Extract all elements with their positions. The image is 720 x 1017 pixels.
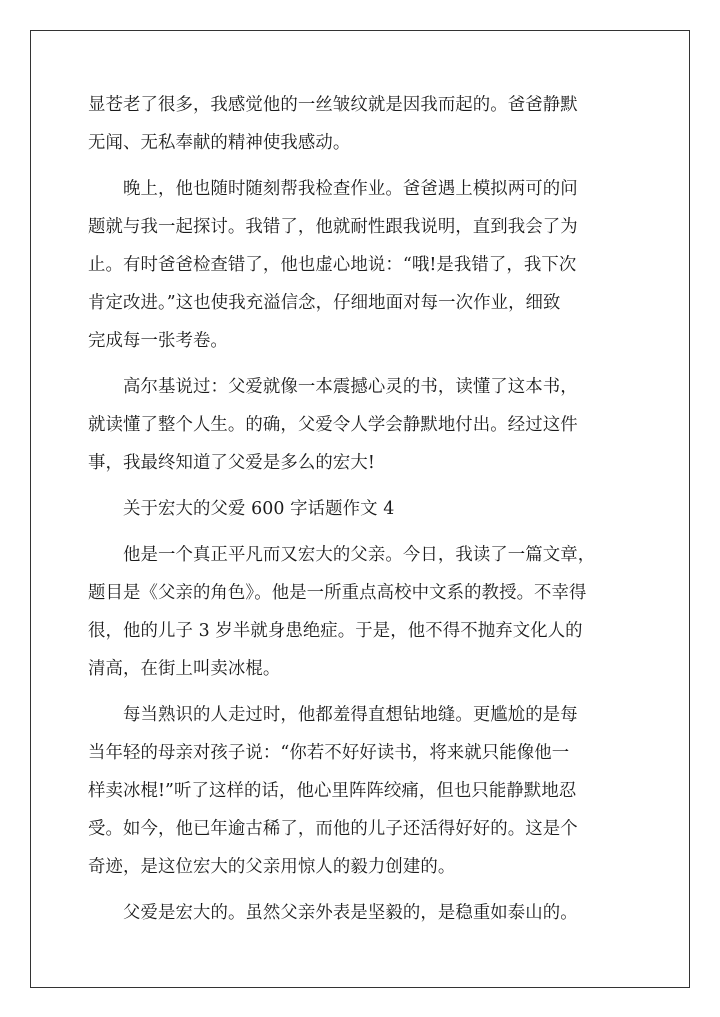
text-line: 清高，在街上叫卖冰棍。 (88, 659, 281, 679)
paragraph-start-line: 父爱是宏大的。虽然父亲外表是坚毅的，是稳重如泰山的。 (123, 903, 578, 923)
paragraph-start-line: 晚上，他也随时随刻帮我检查作业。爸爸遇上模拟两可的问 (123, 179, 578, 199)
paragraph-start-line: 他是一个真正平凡而又宏大的父亲。今日，我读了一篇文章， (123, 545, 596, 565)
text-line: 题就与我一起探讨。我错了，他就耐性跟我说明，直到我会了为 (88, 217, 578, 237)
paragraph-start-line: 每当熟识的人走过时，他都羞得直想钻地缝。更尴尬的是每 (123, 705, 578, 725)
text-line: 就读懂了整个人生。的确，父爱令人学会静默地付出。经过这件 (88, 415, 578, 435)
text-line: 完成每一张考卷。 (88, 331, 228, 351)
text-line: 受。如今，他已年逾古稀了，而他的儿子还活得好好的。这是个 (88, 819, 578, 839)
document-body (88, 86, 638, 932)
text-line: 止。有时爸爸检查错了，他也虚心地说：“哦!是我错了，我下次 (88, 255, 577, 275)
paragraph-start-line: 高尔基说过：父爱就像一本震撼心灵的书，读懂了这本书， (123, 377, 578, 397)
text-line: 显苍老了很多，我感觉他的一丝皱纹就是因我而起的。爸爸静默 (88, 95, 578, 115)
text-line: 题目是《父亲的角色》。他是一所重点高校中文系的教授。不幸得 (88, 583, 587, 603)
text-line: 事，我最终知道了父爱是多么的宏大! (88, 453, 375, 473)
text-line: 肯定改进。”这也使我充溢信念，仔细地面对每一次作业，细致 (88, 293, 561, 313)
text-line: 很，他的儿子 3 岁半就身患绝症。于是，他不得不抛弃文化人的 (88, 621, 583, 641)
text-line: 无闻、无私奉献的精神使我感动。 (88, 133, 351, 153)
section-heading: 关于宏大的父爱 600 字话题作文 4 (123, 499, 395, 519)
text-line: 当年轻的母亲对孩子说：“你若不好好读书，将来就只能像他一 (88, 743, 570, 763)
text-line: 奇迹，是这位宏大的父亲用惊人的毅力创建的。 (88, 857, 456, 877)
text-line: 样卖冰棍!”听了这样的话，他心里阵阵绞痛，但也只能静默地忍 (88, 781, 577, 801)
